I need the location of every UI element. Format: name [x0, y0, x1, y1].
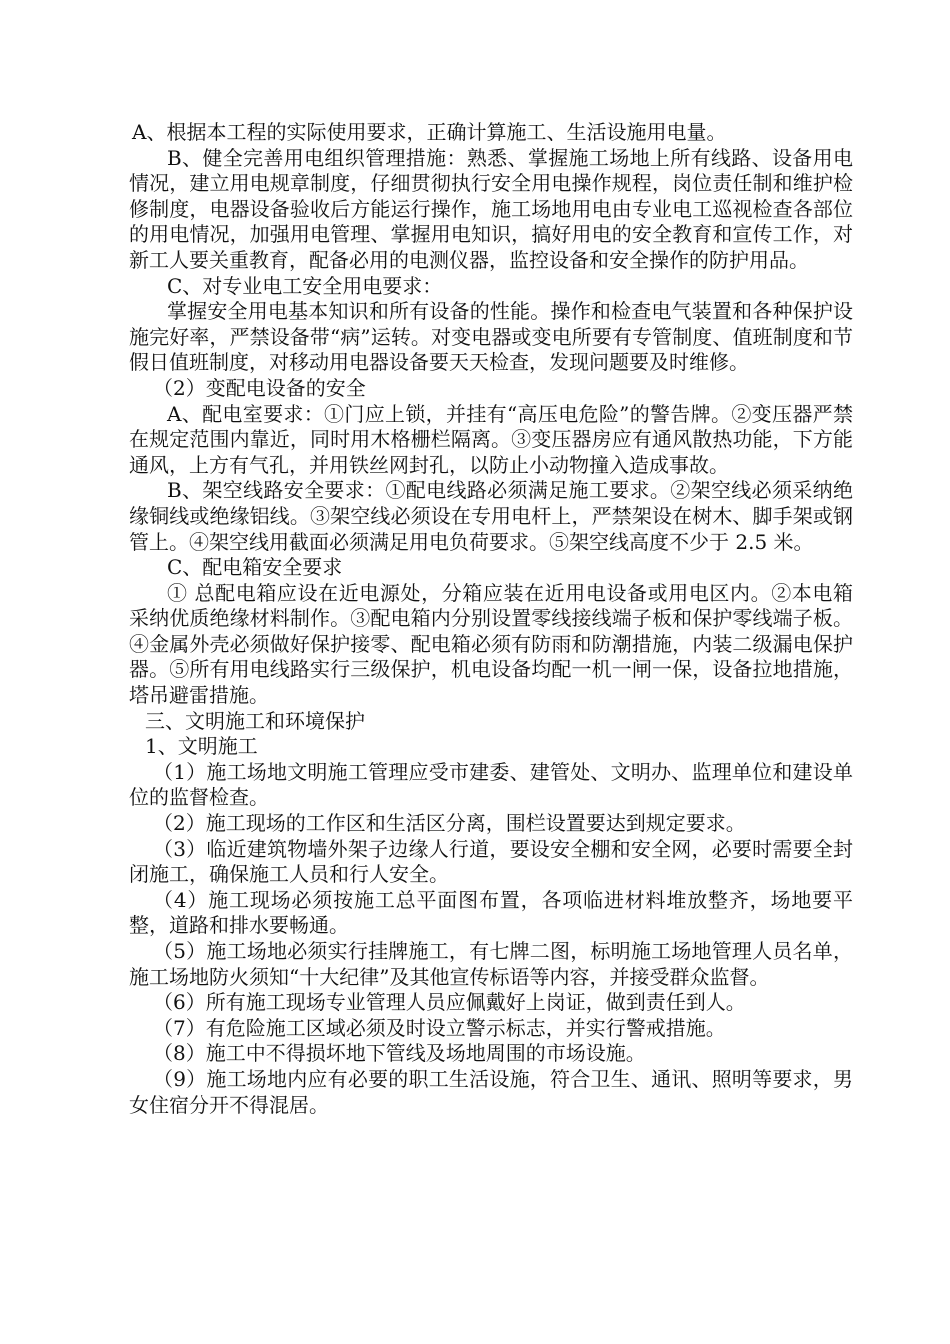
- document-body: [129, 120, 853, 1118]
- list-item-1: （1）施工场地文明施工管理应受市建委、建管处、文明办、监理单位和建设单位的监督检查。: [129, 759, 853, 810]
- paragraph-a-distribution-room: A、配电室要求：①门应上锁，并挂有“高压电危险”的警告牌。②变压器严禁在规定范围内靠近，同时用木格栅栏隔离。③变压器房应有通风散热功能，下方能通风，上方有气孔，并用铁丝网封孔，以防止小动物撞入造成事故。: [129, 401, 853, 477]
- list-item-3: （3）临近建筑物墙外架子边缘人行道，要设安全棚和安全网，必要时需要全封闭施工，确保施工人员和行人安全。: [129, 836, 853, 887]
- list-item-7: （7）有危险施工区域必须及时设立警示标志，并实行警戒措施。: [153, 1015, 726, 1040]
- list-item-4: （4）施工现场必须按施工总平面图布置，各项临进材料堆放整齐，场地要平整，道路和排水要畅通。: [129, 887, 853, 938]
- list-item-2: （2）施工现场的工作区和生活区分离，围栏设置要达到规定要求。: [153, 811, 746, 836]
- paragraph-b-management-measures: B、健全完善用电组织管理措施：熟悉、掌握施工场地上所有线路、设备用电情况，建立用电规章制度，仔细贯彻执行安全用电操作规程，岗位责任制和维护检修制度，电器设备验收后方能运行操作，施工场地用电由专业电工巡视检查各部位的用电情况，加强用电管理、掌握用电知识，搞好用电的安全教育和宣传工作，对新工人要关重教育，配备必用的电测仪器，监控设备和安全操作的防护用品。: [129, 145, 853, 272]
- paragraph-b-overhead-lines: B、架空线路安全要求：①配电线路必须满足施工要求。②架空线必须采纳绝缘铜线或绝缘铝线。③架空线必须设在专用电杆上，严禁架设在树木、脚手架或钢管上。④架空线用截面必须满足用电负荷要求。⑤架空线高度不少于 2.5 米。: [129, 478, 853, 554]
- paragraph-c-electrician-heading: C、对专业电工安全用电要求：: [167, 273, 443, 298]
- section-heading-substation-safety: （2）变配电设备的安全: [153, 375, 366, 400]
- list-item-9: （9）施工场地内应有必要的职工生活设施，符合卫生、通讯、照明等要求，男女住宿分开不得混居。: [129, 1066, 853, 1117]
- list-item-6: （6）所有施工现场专业管理人员应佩戴好上岗证，做到责任到人。: [153, 990, 746, 1015]
- list-item-5: （5）施工场地必须实行挂牌施工，有七牌二图，标明施工场地管理人员名单，施工场地防火须知“十大纪律”及其他宣传标语等内容，并接受群众监督。: [129, 939, 853, 989]
- subsection-heading-civilized-construction: 1、文明施工: [145, 734, 258, 759]
- paragraph-electrician-requirements: 掌握安全用电基本知识和所有设备的性能。操作和检查电气装置和各种保护设施完好率，严禁设备带“病”运转。对变电器或变电所要有专管制度、值班制度和节假日值班制度，对移动用电器设备要天天检查，发现问题要及时维修。: [129, 299, 853, 375]
- paragraph-distribution-box-requirements: ① 总配电箱应设在近电源处，分箱应装在近用电设备或用电区内。②本电箱采纳优质绝缘材料制作。③配电箱内分别设置零线接线端子板和保护零线端子板。④金属外壳必须做好保护接零、配电箱必须有防雨和防潮措施，内装二级漏电保护器。⑤所有用电线路实行三级保护，机电设备均配一机一闸一保，设备拉地措施，塔吊避雷措施。: [129, 580, 853, 708]
- section-heading-civilized-construction: 三、文明施工和环境保护: [145, 708, 365, 733]
- paragraph-a-electric-load: A、根据本工程的实际使用要求，正确计算施工、生活设施用电量。: [132, 120, 727, 144]
- paragraph-c-distribution-box-heading: C、配电箱安全要求: [167, 555, 343, 580]
- list-item-8: （8）施工中不得损坏地下管线及场地周围的市场设施。: [153, 1041, 646, 1066]
